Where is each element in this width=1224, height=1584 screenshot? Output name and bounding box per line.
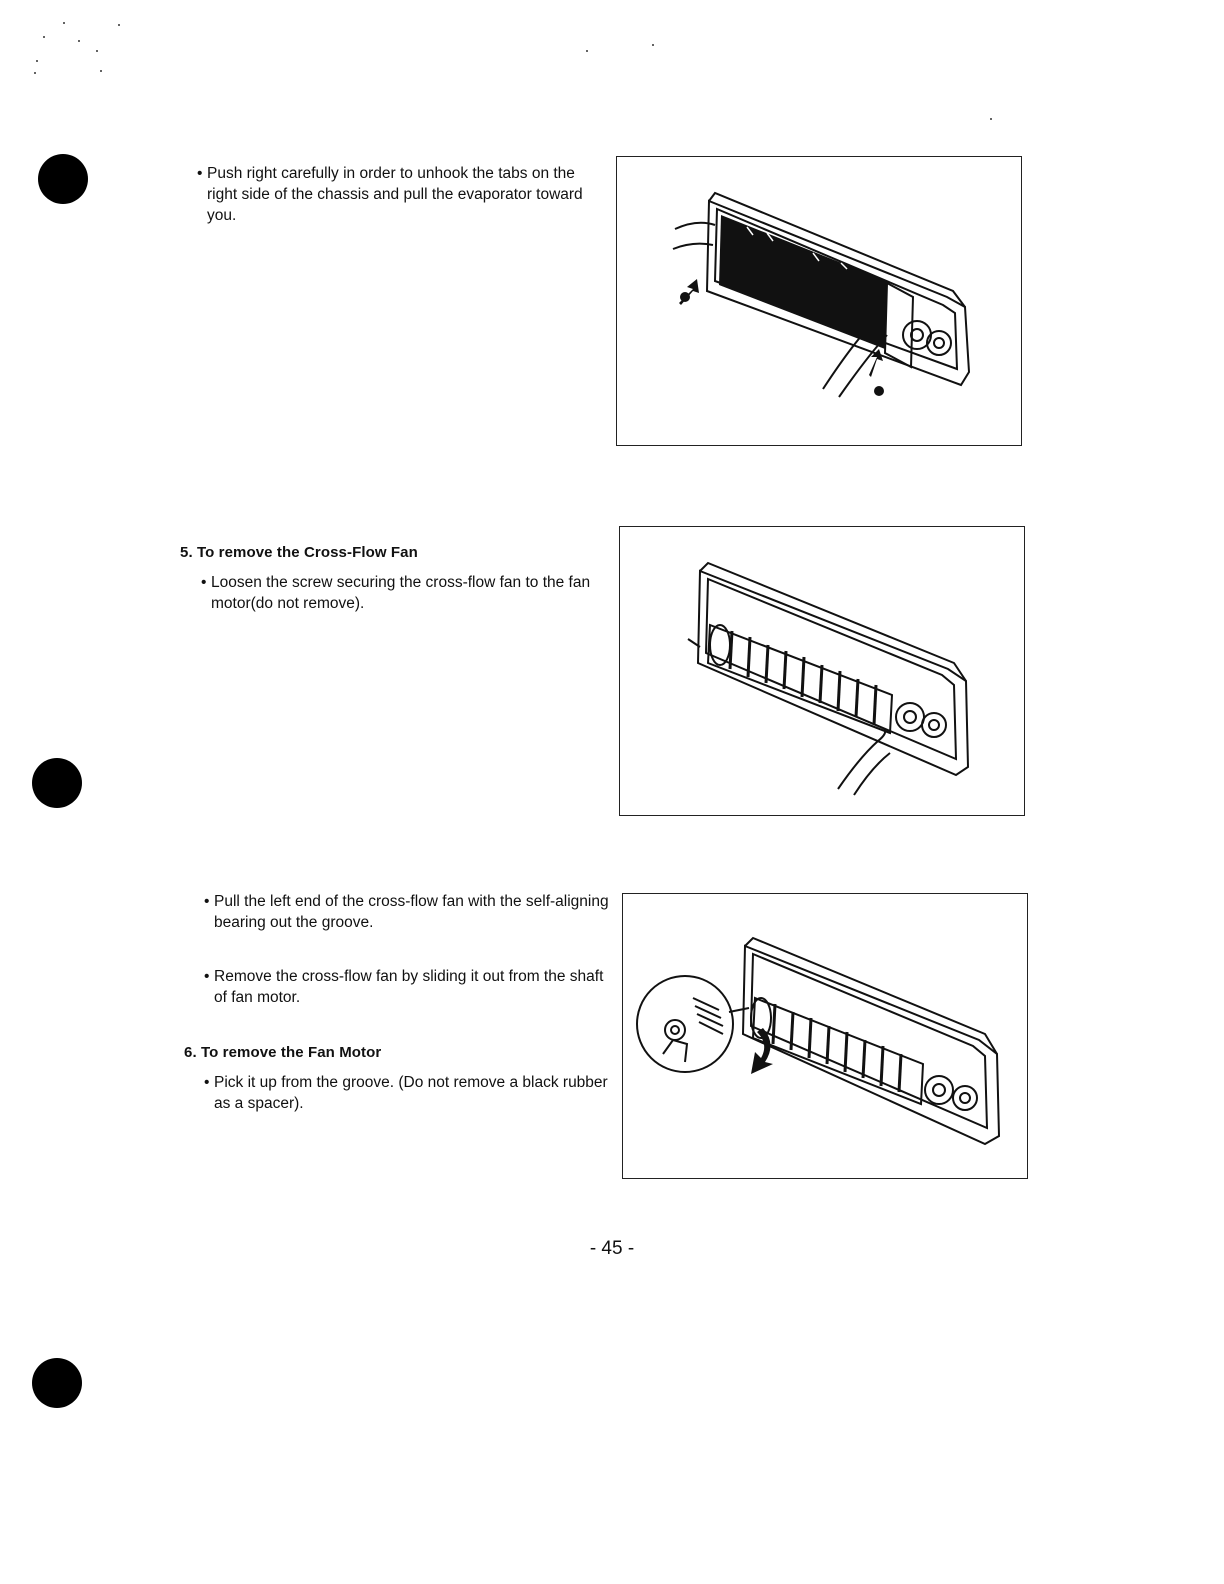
pull-left-end-instruction: • Pull the left end of the cross-flow fan with the self-aligning bearing out the groove. [200,891,612,933]
pick-motor-instruction: • Pick it up from the groove. (Do not remove a black rubber as a spacer). [200,1072,614,1114]
loosen-screw-instruction: • Loosen the screw securing the cross-flow fan to the fan motor(do not remove). [197,572,611,614]
figure-evaporator-removal [616,156,1022,446]
step-5-heading: 5. To remove the Cross-Flow Fan [180,544,418,561]
figure-cross-flow-fan-removal [622,893,1028,1179]
remove-fan-instruction: • Remove the cross-flow fan by sliding it out from the shaft of fan motor. [200,966,612,1008]
page-number: - 45 - [589,1238,635,1259]
figure-cross-flow-fan-screw [619,526,1025,816]
cross-flow-fan-screw-illustration [620,527,1024,815]
binder-hole-bottom [32,1358,82,1408]
evaporator-instruction: • Push right carefully in order to unhook the tabs on the right side of the chassis and pull the evaporator toward you. [193,163,607,226]
step-6-heading: 6. To remove the Fan Motor [184,1044,382,1061]
binder-hole-top [38,154,88,204]
evaporator-removal-illustration [617,157,1021,445]
cross-flow-fan-removal-illustration [623,894,1027,1178]
binder-hole-middle [32,758,82,808]
